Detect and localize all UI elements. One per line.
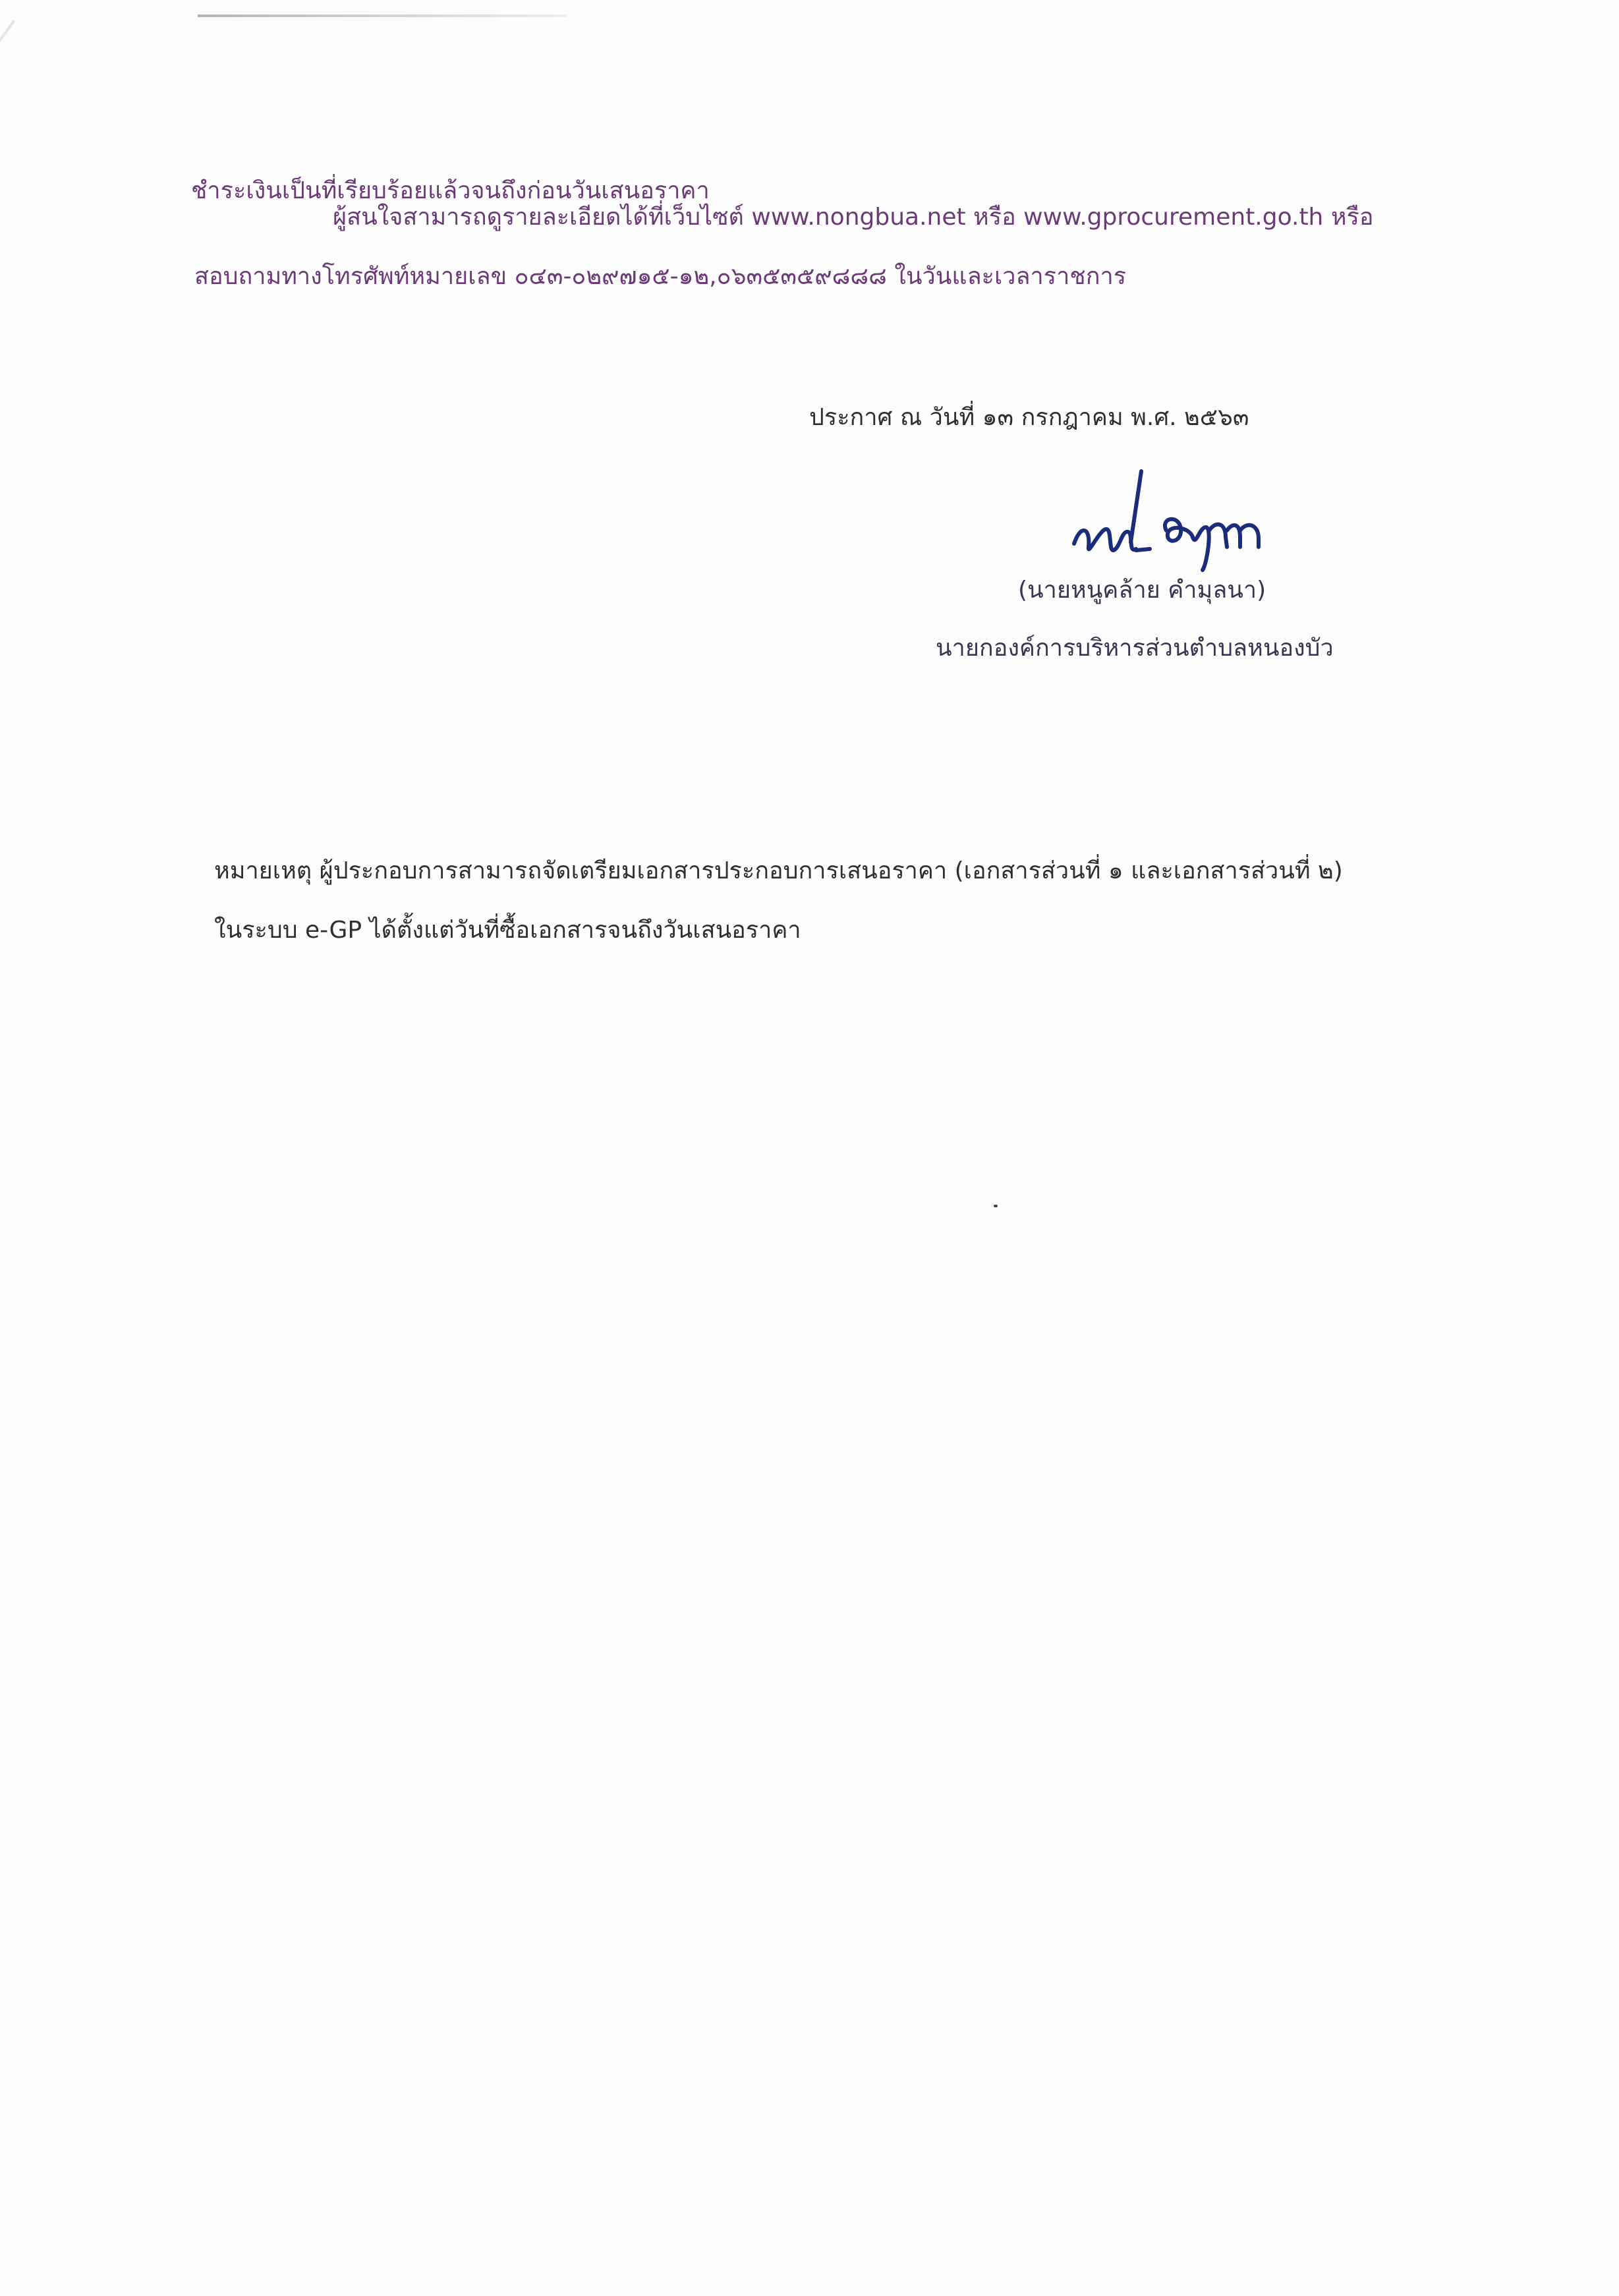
signatory-name: (นายหนูคล้าย คำมุลนา) (1018, 577, 1266, 604)
payment-deadline-text: ชำระเงินเป็นที่เรียบร้อยแล้วจนถึงก่อนวันเสนอราคา (191, 177, 710, 204)
remark-text-line-2: ในระบบ e-GP ได้ตั้งแต่วันที่ซื้อเอกสารจนถึงวันเสนอราคา (214, 917, 801, 944)
scan-speck (994, 1205, 998, 1207)
remark-text-line-1: หมายเหตุ ผู้ประกอบการสามารถจัดเตรียมเอกสารประกอบการเสนอราคา (เอกสารส่วนที่ ๑ และเอกสารส่วนที่ ๒) (214, 857, 1343, 884)
website-info-text: ผู้สนใจสามารถดูรายละเอียดได้ที่เว็บไซต์ www.nongbua.net หรือ www.gprocurement.go.th หรือ (333, 204, 1374, 231)
announcement-date: ประกาศ ณ วันที่ ๑๓ กรกฎาคม พ.ศ. ๒๕๖๓ (809, 404, 1249, 431)
paper-fold-mark (0, 20, 15, 235)
handwritten-signature (1067, 465, 1278, 577)
signatory-title: นายกองค์การบริหารส่วนตำบลหนองบัว (936, 635, 1334, 662)
scan-edge-mark (198, 14, 567, 17)
phone-inquiry-text: สอบถามทางโทรศัพท์หมายเลข ๐๔๓-๐๒๙๗๑๕-๑๒,๐๖๓๕๓๕๙๘๘๘ ในวันและเวลาราชการ (194, 263, 1127, 290)
